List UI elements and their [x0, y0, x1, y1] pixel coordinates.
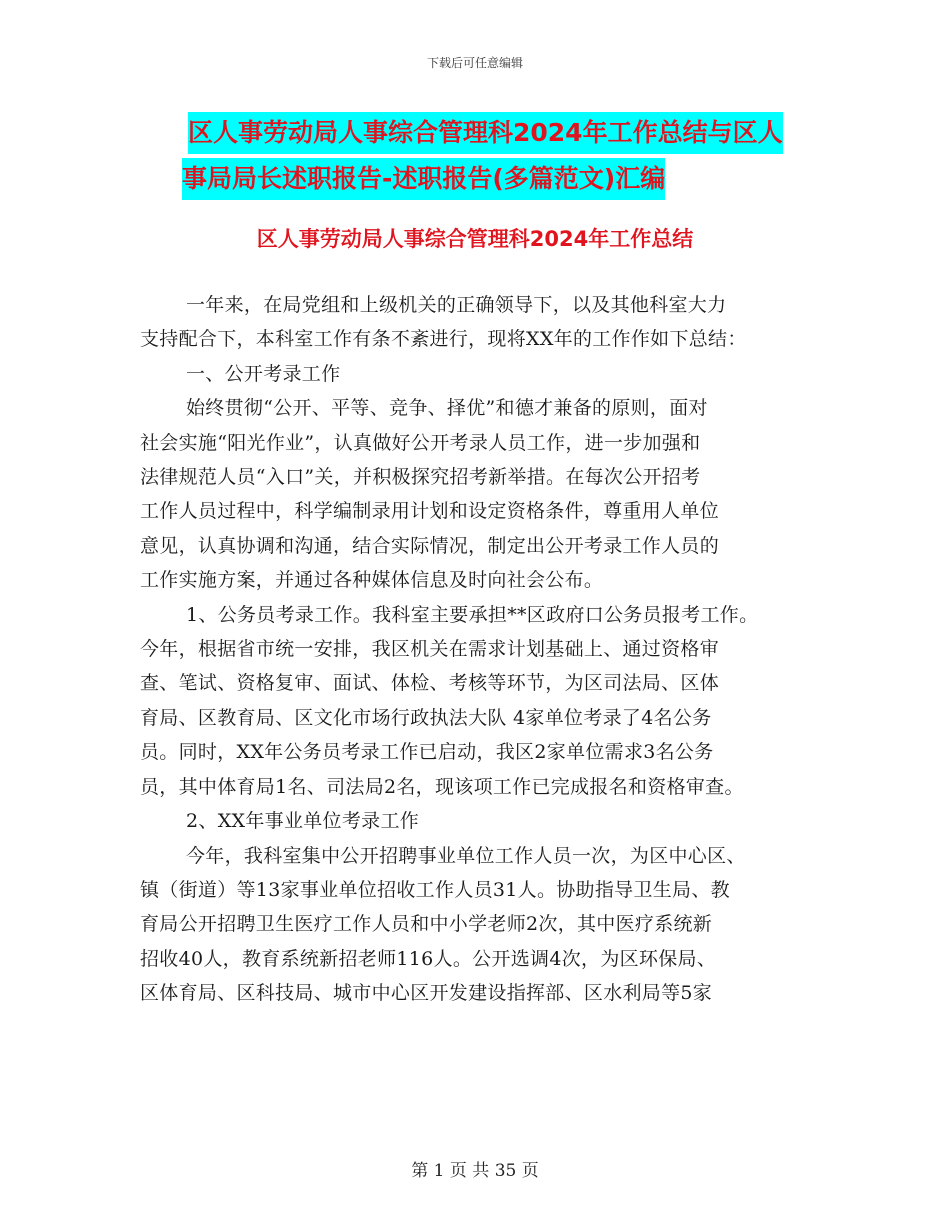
- paragraph-line: 区体育局、区科技局、城市中心区开发建设指挥部、区水利局等5家: [140, 982, 713, 1005]
- paragraph-line: 始终贯彻“公开、平等、竞争、择优”和德才兼备的原则，面对: [186, 397, 708, 420]
- paragraph-line: 工作实施方案，并通过各种媒体信息及时向社会公布。: [140, 569, 604, 592]
- paragraph-line: 招收40人，教育系统新招老师116人。公开选调4次，为区环保局、: [140, 947, 717, 970]
- document-title: [182, 110, 828, 202]
- title-line-1: 区人事劳动局人事综合管理科2024年工作总结与区人: [188, 112, 783, 154]
- body-text: [140, 288, 830, 1011]
- paragraph-line: 支持配合下，本科室工作有条不紊进行，现将XX年的工作作如下总结：: [140, 328, 747, 351]
- paragraph-line: 育局公开招聘卫生医疗工作人员和中小学老师2次，其中医疗系统新: [140, 913, 713, 936]
- paragraph-line: 员，其中体育局1名、司法局2名，现该项工作已完成报名和资格审查。: [140, 775, 744, 798]
- paragraph-line: 查、笔试、资格复审、面试、体检、考核等环节，为区司法局、区体: [140, 672, 720, 695]
- paragraph-line: 一年来，在局党组和上级机关的正确领导下，以及其他科室大力: [186, 294, 727, 316]
- paragraph-line: 1、公务员考录工作。我科室主要承担**区政府口公务员报考工作。: [186, 603, 759, 626]
- title-line-2: 事局局长述职报告-述职报告(多篇范文)汇编: [182, 158, 665, 200]
- paragraph-line: 今年，根据省市统一安排，我区机关在需求计划基础上、通过资格审: [140, 638, 720, 661]
- subheading: 2、XX年事业单位考录工作: [186, 810, 420, 833]
- section-title: 区人事劳动局人事综合管理科2024年工作总结: [256, 227, 694, 251]
- paragraph-line: 育局、区教育局、区文化市场行政执法大队 4家单位考录了4名公务: [140, 706, 712, 729]
- paragraph-line: 意见，认真协调和沟通，结合实际情况，制定出公开考录工作人员的: [140, 534, 720, 557]
- paragraph-line: 社会实施“阳光作业”，认真做好公开考录人员工作，进一步加强和: [140, 431, 701, 454]
- paragraph-line: 法律规范人员“入口”关，并积极探究招考新举措。在每次公开招考: [140, 466, 701, 489]
- paragraph-line: 工作人员过程中，科学编制录用计划和设定资格条件，尊重用人单位: [140, 500, 720, 523]
- page-footer: 第 1 页 共 35 页: [411, 1161, 539, 1181]
- paragraph-line: 今年，我科室集中公开招聘事业单位工作人员一次，为区中心区、: [186, 844, 746, 867]
- header-note: 下载后可任意编辑: [426, 56, 523, 70]
- paragraph-line: 员。同时，XX年公务员考录工作已启动，我区2家单位需求3名公务: [140, 741, 714, 764]
- paragraph-line: 镇（街道）等13家事业单位招收工作人员31人。协助指导卫生局、教: [140, 878, 730, 901]
- subheading: 一、公开考录工作: [186, 362, 341, 385]
